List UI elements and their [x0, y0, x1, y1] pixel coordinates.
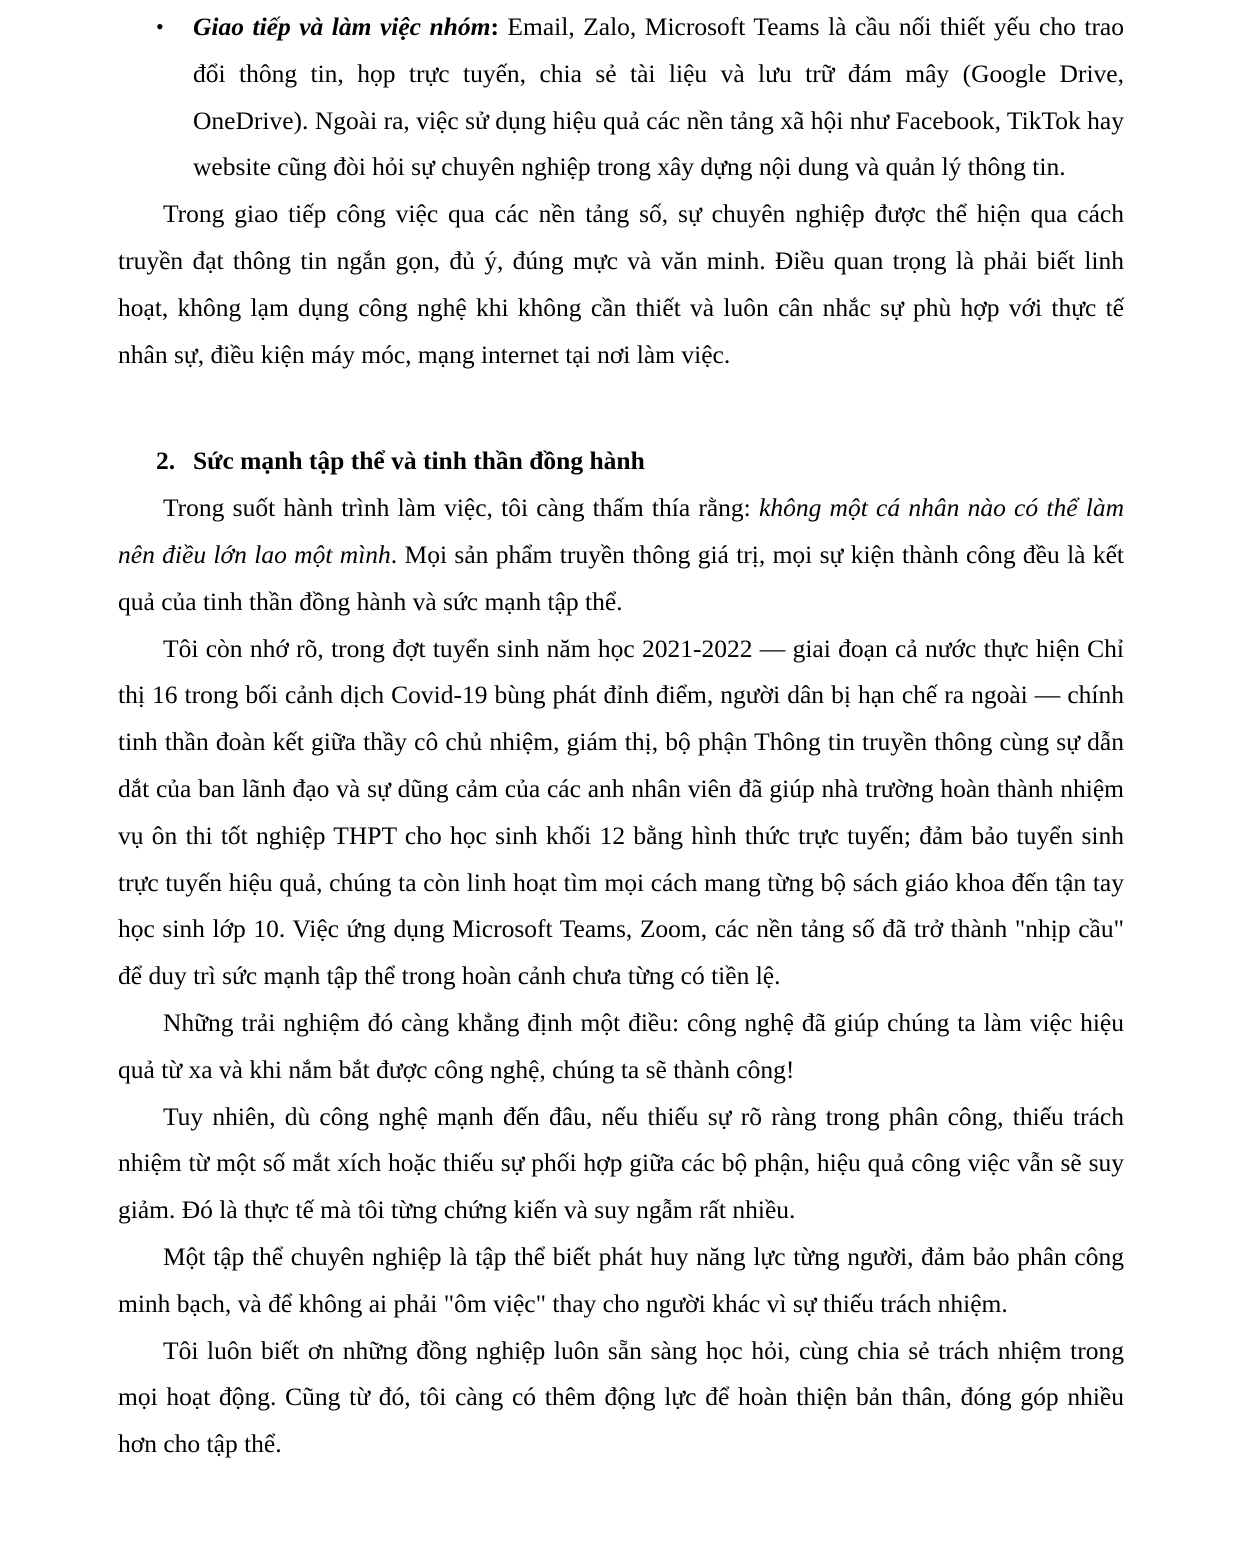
- paragraph-however: Tuy nhiên, dù công nghệ mạnh đến đâu, nếu thiếu sự rõ ràng trong phân công, thiếu trách nhiệm từ một số mắt xích hoặc thiếu sự phối hợp giữa các bộ phận, hiệu quả công việc vẫn sẽ suy giảm. Đó là thực tế mà tôi từng chứng kiến và suy ngẫm rất nhiều.: [118, 1101, 1124, 1225]
- bullet-title: Giao tiếp và làm việc nhóm: [193, 12, 491, 41]
- section-number: 2.: [156, 446, 176, 476]
- para2-italic: không một cá nhân nào có thể làm nên điều lớn lao một mình: [118, 493, 1124, 569]
- bullet-colon: :: [490, 12, 499, 41]
- bullet-text: Email, Zalo, Microsoft Teams là cầu nối thiết yếu cho trao đổi thông tin, họp trực tuyến, chia sẻ tài liệu và lưu trữ đám mây (Google Drive, OneDrive). Ngoài ra, việc sử dụng hiệu quả các nền tảng xã hội như Facebook, TikTok hay website cũng đòi hỏi sự chuyên nghiệp trong xây dựng nội dung và quản lý thông tin.: [193, 12, 1125, 182]
- paragraph-experience: Những trải nghiệm đó càng khẳng định một điều: công nghệ đã giúp chúng ta làm việc hiệu quả từ xa và khi nắm bắt được công nghệ, chúng ta sẽ thành công!: [118, 1007, 1124, 1084]
- section-title: Sức mạnh tập thể và tinh thần đồng hành: [193, 446, 645, 476]
- paragraph-collective-strength: [118, 485, 1124, 625]
- para2-rest: . Mọi sản phẩm truyền thông giá trị, mọi sự kiện thành công đều là kết quả của tinh thần đồng hành và sức mạnh tập thể.: [118, 539, 1125, 616]
- paragraph-digital-communication: Trong giao tiếp công việc qua các nền tảng số, sự chuyên nghiệp được thể hiện qua cách truyền đạt thông tin ngắn gọn, đủ ý, đúng mực và văn minh. Điều quan trọng là phải biết linh hoạt, không lạm dụng công nghệ khi không cần thiết và luôn cân nhắc sự phù hợp với thực tế nhân sự, điều kiện máy móc, mạng internet tại nơi làm việc.: [118, 199, 1124, 369]
- paragraph-covid-enrollment: Tôi còn nhớ rõ, trong đợt tuyển sinh năm học 2021-2022 — giai đoạn cả nước thực hiện Chỉ thị 16 trong bối cảnh dịch Covid-19 bùng phát đỉnh điểm, người dân bị hạn chế ra ngoài — chính tinh thần đoàn kết giữa thầy cô chủ nhiệm, giám thị, bộ phận Thông tin truyền thông cùng sự dẫn dắt của ban lãnh đạo và sự dũng cảm của các anh nhân viên đã giúp nhà trường hoàn thành nhiệm vụ ôn thi tốt nghiệp THPT cho học sinh khối 12 bằng hình thức trực tuyến; đảm bảo tuyển sinh trực tuyến hiệu quả, chúng ta còn linh hoạt tìm mọi cách mang từng bộ sách giáo khoa đến tận tay học sinh lớp 10. Việc ứng dụng Microsoft Teams, Zoom, các nền tảng số đã trở thành "nhịp cầu" để duy trì sức mạnh tập thể trong hoàn cảnh chưa từng có tiền lệ.: [118, 633, 1124, 991]
- para2-lead: Trong suốt hành trình làm việc, tôi càng thấm thía rằng:: [163, 493, 759, 523]
- bullet-icon: •: [156, 14, 164, 39]
- document-page: [118, 4, 1124, 1468]
- paragraph-gratitude: Tôi luôn biết ơn những đồng nghiệp luôn sẵn sàng học hỏi, cùng chia sẻ trách nhiệm trong mọi hoạt động. Cũng từ đó, tôi càng có thêm động lực để hoàn thiện bản thân, đóng góp nhiều hơn cho tập thể.: [118, 1335, 1124, 1459]
- paragraph-professional-team: Một tập thể chuyên nghiệp là tập thể biết phát huy năng lực từng người, đảm bảo phân công minh bạch, và để không ai phải "ôm việc" thay cho người khác vì sự thiếu trách nhiệm.: [118, 1241, 1124, 1318]
- section-heading: [118, 438, 1124, 485]
- bullet-item-communication: [118, 4, 1124, 191]
